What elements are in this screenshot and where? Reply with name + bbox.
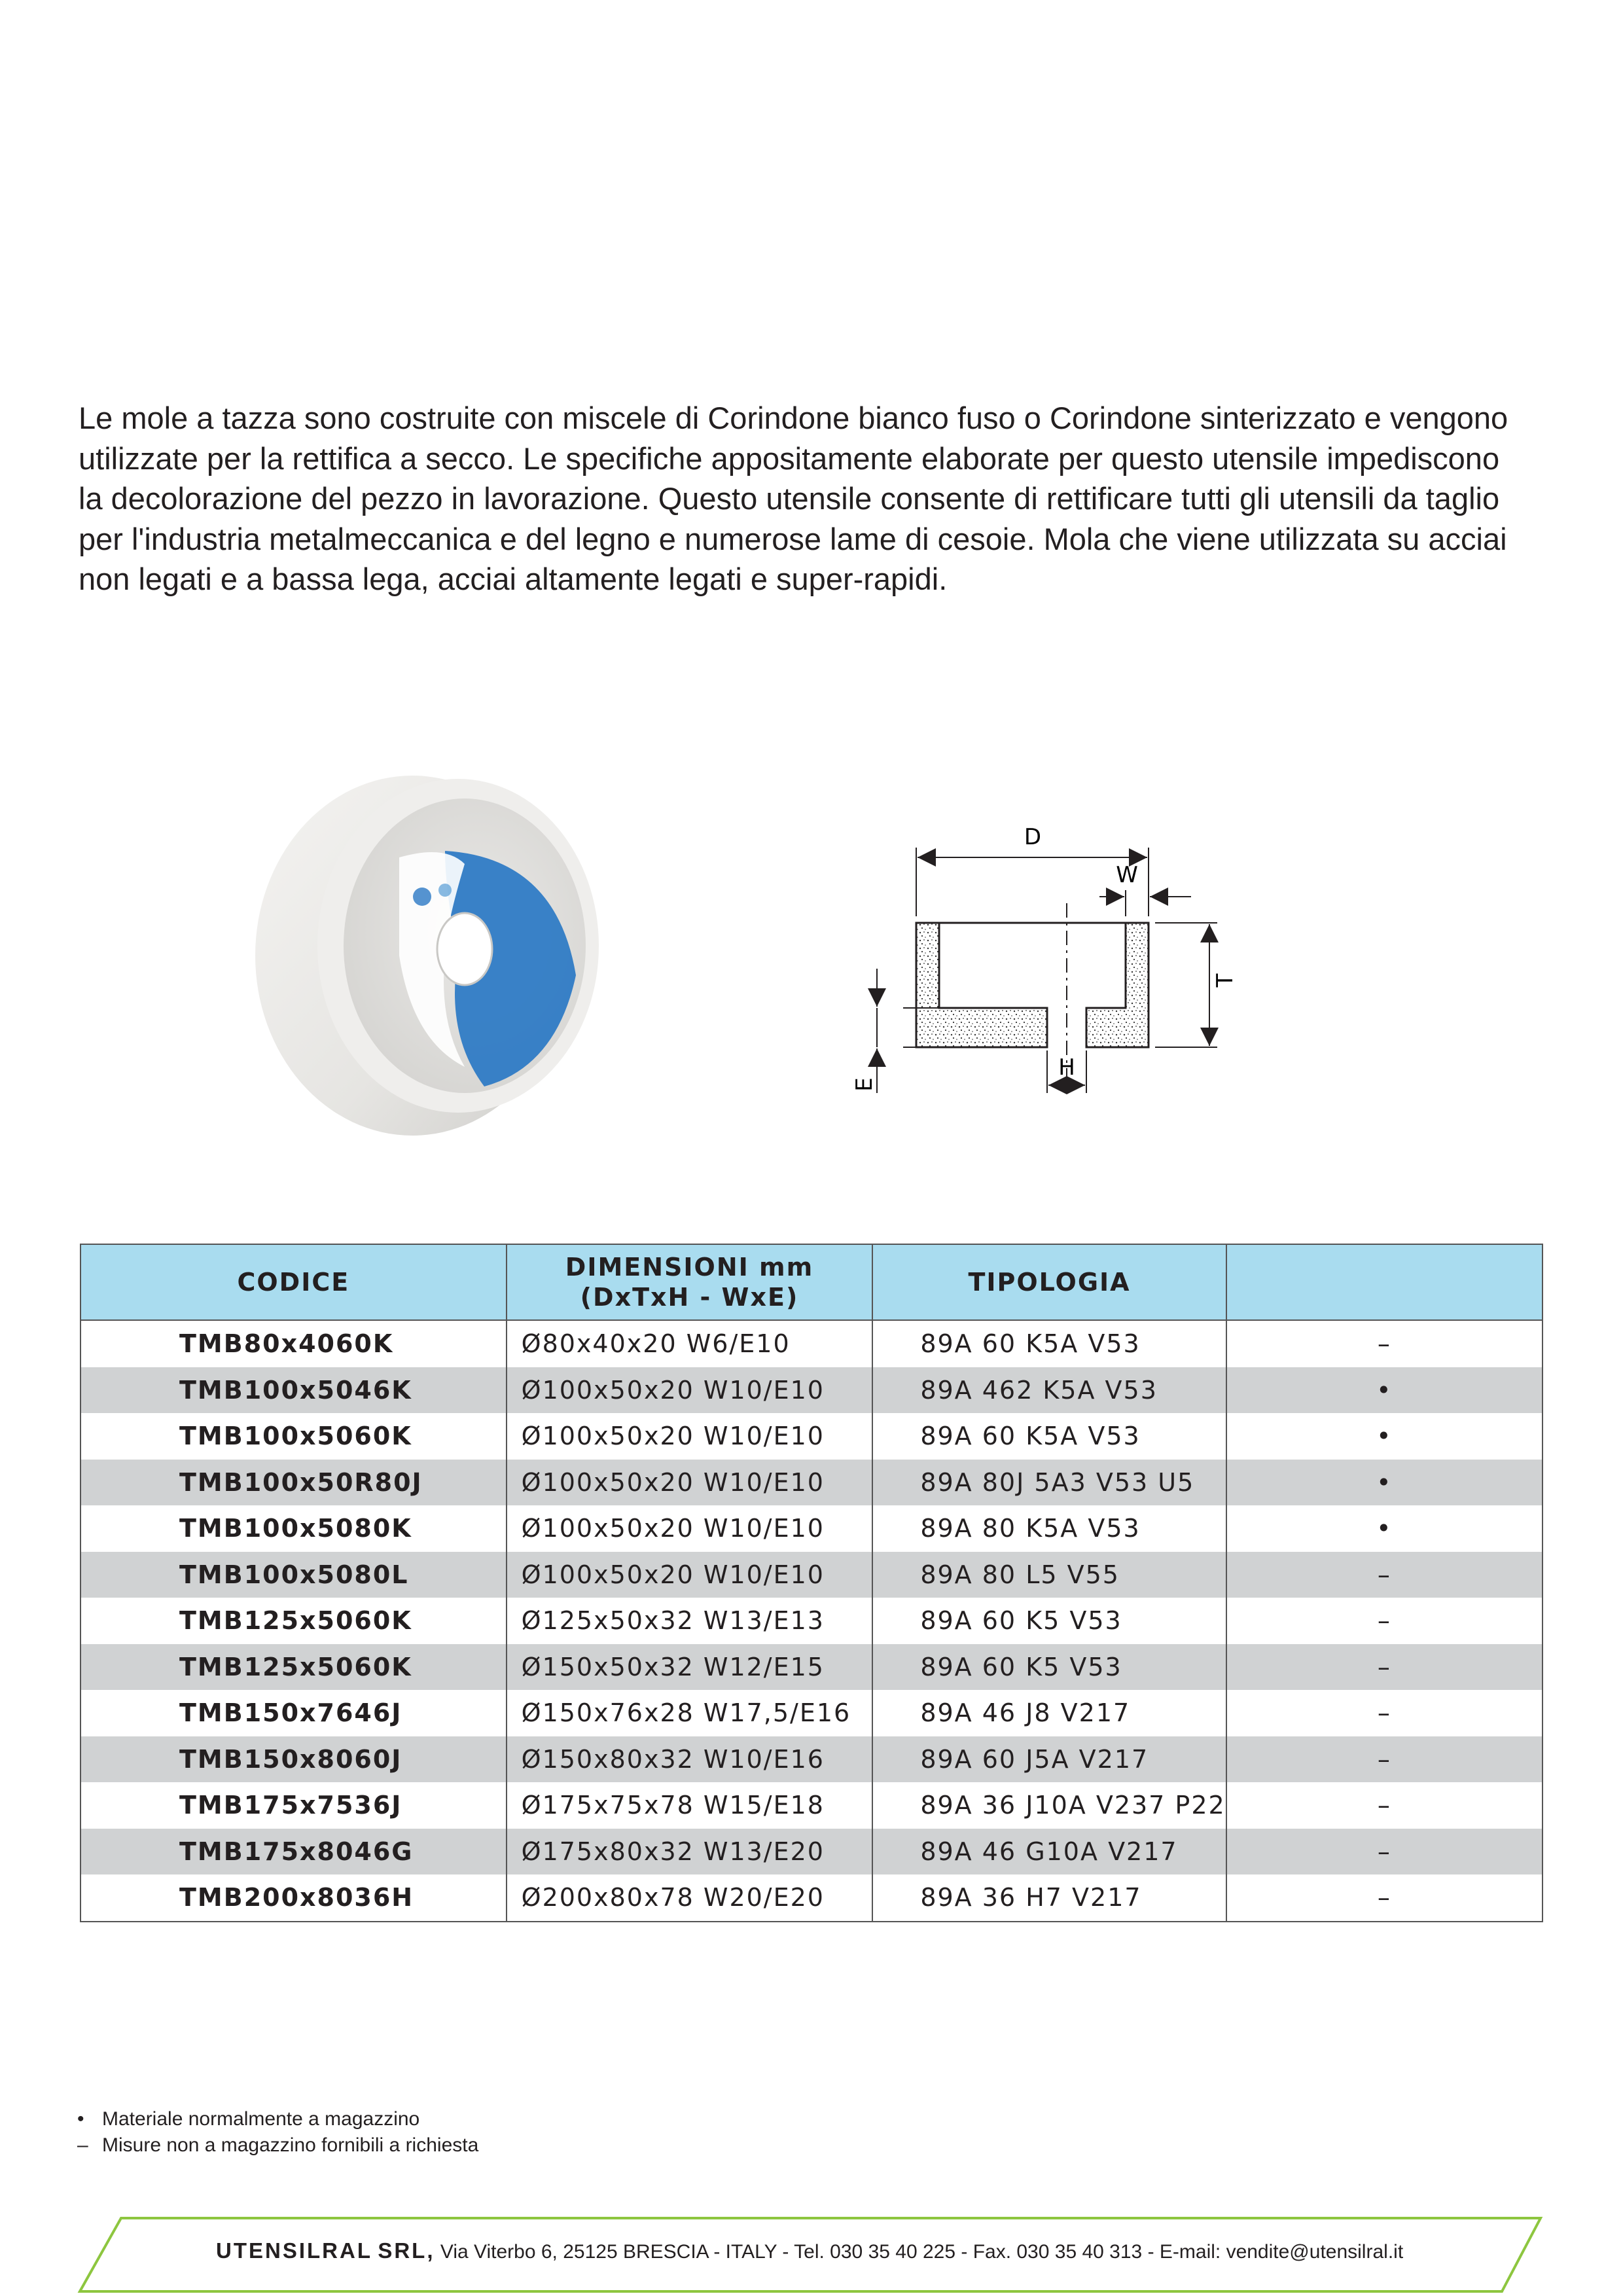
cell-stock: – <box>1226 1829 1543 1875</box>
intro-paragraph <box>79 398 1551 600</box>
table-row <box>80 1413 1543 1460</box>
cell-dimensions: Ø100x50x20 W10/E10 <box>507 1413 873 1460</box>
cell-dimensions: Ø200x80x78 W20/E20 <box>507 1874 873 1922</box>
cell-code: TMB175x7536J <box>80 1782 507 1829</box>
cell-dimensions: Ø100x50x20 W10/E10 <box>507 1505 873 1552</box>
cell-dimensions: Ø175x75x78 W15/E18 <box>507 1782 873 1829</box>
cell-code: TMB100x5046K <box>80 1367 507 1414</box>
note-text: Misure non a magazzino fornibili a richiesta <box>102 2134 479 2156</box>
table-row <box>80 1505 1543 1552</box>
cell-stock: • <box>1226 1367 1543 1414</box>
cell-code: TMB100x5060K <box>80 1413 507 1460</box>
cell-dimensions: Ø100x50x20 W10/E10 <box>507 1552 873 1598</box>
dimension-e-label: E <box>851 1077 878 1092</box>
table-row <box>80 1552 1543 1598</box>
cell-stock: • <box>1226 1413 1543 1460</box>
dimension-t-label: T <box>1212 973 1238 988</box>
cell-dimensions: Ø175x80x32 W13/E20 <box>507 1829 873 1875</box>
cup-wheel-photo <box>249 759 628 1139</box>
company-suffix: SRL, <box>378 2238 435 2263</box>
footer-contact <box>216 2238 1403 2263</box>
cell-type: 89A 60 K5A V53 <box>872 1320 1226 1367</box>
cell-code: TMB80x4060K <box>80 1320 507 1367</box>
cross-section-diagram <box>825 805 1309 1106</box>
table-row <box>80 1598 1543 1644</box>
cell-dimensions: Ø150x80x32 W10/E16 <box>507 1736 873 1783</box>
intro-line: non legati e a bassa lega, acciai altamente legati e super-rapidi. <box>79 562 948 596</box>
cell-code: TMB125x5060K <box>80 1644 507 1691</box>
cell-stock: – <box>1226 1320 1543 1367</box>
cell-stock: • <box>1226 1505 1543 1552</box>
table-row <box>80 1644 1543 1691</box>
table-header-row <box>80 1244 1543 1320</box>
cell-type: 89A 60 K5A V53 <box>872 1413 1226 1460</box>
cell-code: TMB100x5080L <box>80 1552 507 1598</box>
company-name: UTENSILRAL <box>216 2238 372 2263</box>
cell-type: 89A 36 J10A V237 P22 <box>872 1782 1226 1829</box>
cell-dimensions: Ø150x76x28 W17,5/E16 <box>507 1690 873 1736</box>
legend-notes <box>77 2106 478 2159</box>
note-text: Materiale normalmente a magazzino <box>102 2108 420 2130</box>
table-row <box>80 1690 1543 1736</box>
header-code: CODICE <box>80 1244 507 1320</box>
intro-line: la decolorazione del pezzo in lavorazione. Questo utensile consente di rettificare tutti gli utensili da taglio <box>79 481 1500 516</box>
cell-stock: – <box>1226 1644 1543 1691</box>
cell-type: 89A 36 H7 V217 <box>872 1874 1226 1922</box>
cell-type: 89A 46 J8 V217 <box>872 1690 1226 1736</box>
cell-dimensions: Ø150x50x32 W12/E15 <box>507 1644 873 1691</box>
note-on-request <box>77 2132 478 2159</box>
cell-code: TMB100x5080K <box>80 1505 507 1552</box>
cell-dimensions: Ø100x50x20 W10/E10 <box>507 1367 873 1414</box>
cell-type: 89A 80 L5 V55 <box>872 1552 1226 1598</box>
cell-code: TMB100x50R80J <box>80 1460 507 1506</box>
wheel-bore <box>437 913 492 985</box>
table-row <box>80 1736 1543 1783</box>
cell-code: TMB200x8036H <box>80 1874 507 1922</box>
header-type: TIPOLOGIA <box>872 1244 1226 1320</box>
table-row <box>80 1367 1543 1414</box>
header-dimensions-line2: (DxTxH - WxE) <box>580 1283 799 1312</box>
note-symbol: • <box>77 2108 84 2130</box>
intro-line: per l'industria metalmeccanica e del legno e numerose lame di cesoie. Mola che viene utilizzata su acciai <box>79 521 1507 556</box>
cell-type: 89A 60 J5A V217 <box>872 1736 1226 1783</box>
cell-type: 89A 462 K5A V53 <box>872 1367 1226 1414</box>
cell-type: 89A 60 K5 V53 <box>872 1644 1226 1691</box>
cell-stock: – <box>1226 1782 1543 1829</box>
table-row <box>80 1874 1543 1922</box>
product-table <box>80 1244 1543 1922</box>
cell-code: TMB150x8060J <box>80 1736 507 1783</box>
company-details: Via Viterbo 6, 25125 BRESCIA - ITALY - Tel. 030 35 40 225 - Fax. 030 35 40 313 - E-mail: vendite@utensilral.it <box>440 2241 1404 2263</box>
table-row <box>80 1320 1543 1367</box>
header-stock <box>1226 1244 1543 1320</box>
section-right-wall <box>1086 923 1149 1047</box>
dimension-w-label: W <box>1116 862 1138 888</box>
cell-stock: – <box>1226 1690 1543 1736</box>
cell-stock: – <box>1226 1736 1543 1783</box>
intro-line: Le mole a tazza sono costruite con miscele di Corindone bianco fuso o Corindone sinterizzato e vengono <box>79 401 1508 435</box>
table-row <box>80 1782 1543 1829</box>
dimension-h-label: H <box>1058 1054 1075 1081</box>
header-dimensions <box>507 1244 873 1320</box>
cell-type: 89A 80J 5A3 V53 U5 <box>872 1460 1226 1506</box>
cell-stock: – <box>1226 1598 1543 1644</box>
cell-type: 89A 46 G10A V217 <box>872 1829 1226 1875</box>
note-symbol: – <box>77 2134 88 2156</box>
cell-stock: – <box>1226 1552 1543 1598</box>
cell-type: 89A 80 K5A V53 <box>872 1505 1226 1552</box>
note-in-stock <box>77 2106 478 2132</box>
table-row <box>80 1829 1543 1875</box>
cell-code: TMB175x8046G <box>80 1829 507 1875</box>
wheel-logo-mark <box>438 884 452 897</box>
cell-dimensions: Ø100x50x20 W10/E10 <box>507 1460 873 1506</box>
cell-stock: • <box>1226 1460 1543 1506</box>
dimension-d-label: D <box>1024 824 1042 850</box>
cell-code: TMB150x7646J <box>80 1690 507 1736</box>
cell-code: TMB125x5060K <box>80 1598 507 1644</box>
intro-line: utilizzate per la rettifica a secco. Le specifiche appositamente elaborate per questo utensile impediscono <box>79 440 1500 476</box>
wheel-logo-mark <box>413 888 431 906</box>
section-left-wall <box>916 923 1047 1047</box>
table-row <box>80 1460 1543 1506</box>
cell-dimensions: Ø80x40x20 W6/E10 <box>507 1320 873 1367</box>
cell-stock: – <box>1226 1874 1543 1922</box>
header-dimensions-line1: DIMENSIONI mm <box>565 1253 814 1282</box>
cell-dimensions: Ø125x50x32 W13/E13 <box>507 1598 873 1644</box>
cell-type: 89A 60 K5 V53 <box>872 1598 1226 1644</box>
